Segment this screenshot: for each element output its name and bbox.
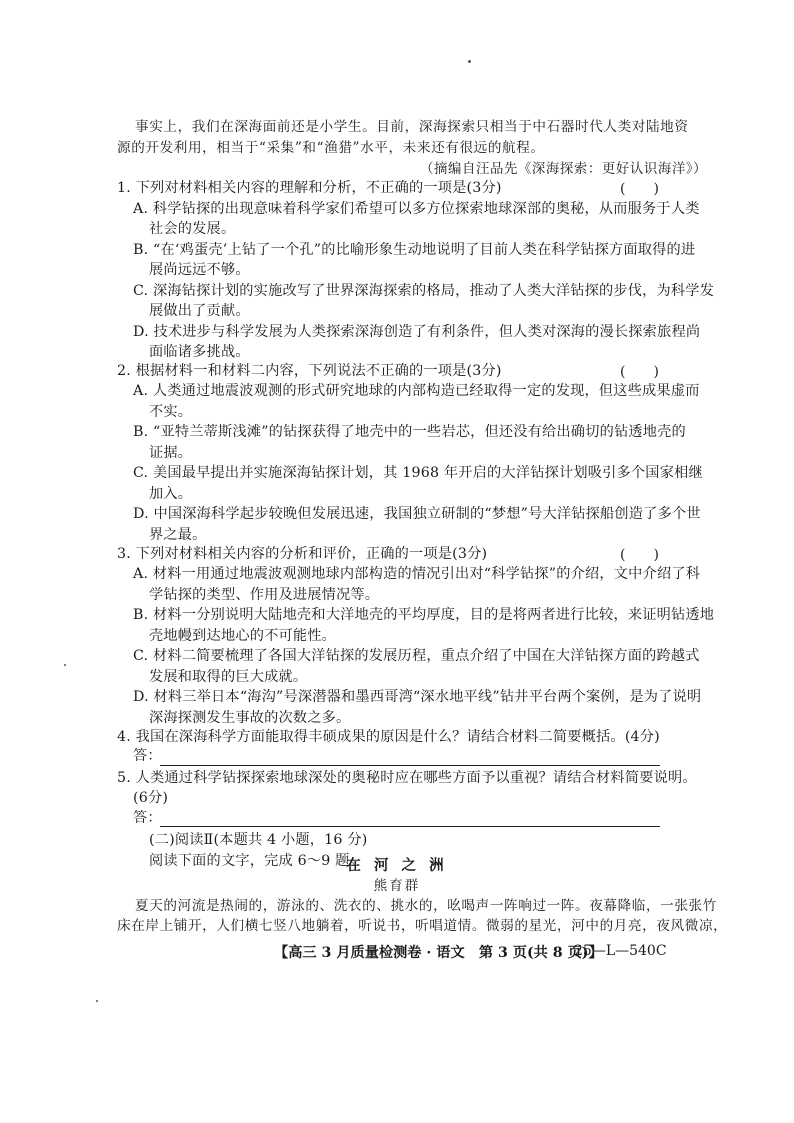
answer-label: 答： xyxy=(133,748,162,764)
passage-line: 夏天的河流是热闹的，游泳的、洗衣的、挑水的，吆喝声一阵响过一阵。夜幕降临，一张张竹 xyxy=(135,898,717,914)
paper-code: 25—L—540C xyxy=(574,943,667,959)
q3-option-a-cont: 学钻探的类型、作用及进展情况等。 xyxy=(149,587,380,603)
q2-option-d-cont: 界之最。 xyxy=(149,527,207,543)
question-4-stem: 4. 我国在深海科学方面能取得丰硕成果的原因是什么？请结合材料二简要概括。(4分) xyxy=(117,729,660,745)
q1-option-d-cont: 面临诸多挑战。 xyxy=(149,344,250,360)
q3-option-b: B. 材料一分别说明大陆地壳和大洋地壳的平均厚度，目的是将两者进行比较，来证明钻透地 xyxy=(133,607,715,623)
q2-option-a-cont: 不实。 xyxy=(149,404,193,420)
question-3-stem: 3. 下列对材料相关内容的分析和评价，正确的一项是(3分) xyxy=(117,546,488,562)
q3-option-a: A. 材料一用通过地震波观测地球内部构造的情况引出对“科学钻探”的介绍，文中介绍了科 xyxy=(133,566,701,582)
section-instruction: 阅读下面的文字，完成 6～9 题。 xyxy=(149,853,364,869)
q1-option-c: C. 深海钻探计划的实施改写了世界深海探索的格局，推动了人类大洋钻探的步伐，为科学发 xyxy=(133,283,715,299)
intro-line: 事实上，我们在深海面前还是小学生。目前，深海探索只相当于中石器时代人类对陆地资 xyxy=(135,119,689,135)
q1-option-b-cont: 展尚远远不够。 xyxy=(149,262,250,278)
q1-option-d: D. 技术进步与科学发展为人类探索深海创造了有利条件，但人类对深海的漫长探索旅程尚 xyxy=(133,324,701,340)
q2-option-b: B. “亚特兰蒂斯浅滩”的钻探获得了地壳中的一些岩芯，但还没有给出确切的钻透地壳的 xyxy=(133,424,686,440)
q3-option-c-cont: 发展和取得的巨大成就。 xyxy=(149,669,308,685)
q1-option-a: A. 科学钻探的出现意味着科学家们希望可以多方位探索地球深部的奥秘，从而服务于人类 xyxy=(133,201,700,217)
q1-option-c-cont: 展做出了贡献。 xyxy=(149,303,250,319)
question-5-stem: 5. 人类通过科学钻探探索地球深处的奥秘时应在哪些方面予以重视？请结合材料简要说明。 xyxy=(117,770,697,786)
q2-option-a: A. 人类通过地震波观测的形式研究地球的内部构造已经取得一定的发现，但这些成果虚而 xyxy=(133,383,700,399)
q3-option-d-cont: 深海探测发生事故的次数之多。 xyxy=(149,710,351,726)
answer-bracket[interactable]: ( ) xyxy=(620,547,659,563)
answer-label: 答： xyxy=(133,810,162,826)
q3-option-d: D. 材料三举日本“海沟”号深潜器和墨西哥湾“深水地平线”钻井平台两个案例，是为了说明 xyxy=(133,689,702,705)
scan-speck xyxy=(96,1000,98,1002)
passage-author: 熊育群 xyxy=(373,878,421,894)
q2-option-b-cont: 证据。 xyxy=(149,445,193,461)
scan-speck xyxy=(468,60,471,63)
q3-option-c: C. 材料二简要梳理了各国大洋钻探的发展历程，重点介绍了中国在大洋钻探方面的跨越式 xyxy=(133,648,700,664)
q1-option-b: B. “在‘鸡蛋壳’上钻了一个孔”的比喻形象生动地说明了目前人类在科学钻探方面取得的进 xyxy=(133,242,696,258)
section-heading: (二)阅读Ⅱ(本题共 4 小题，16 分) xyxy=(149,832,368,848)
q2-option-c: C. 美国最早提出并实施深海钻探计划，其 1968 年开启的大洋钻探计划吸引多个国家相继 xyxy=(133,465,703,481)
passage-line: 床在岸上铺开，人们横七竖八地躺着，听说书，听唱道情。微弱的星光，河中的月亮，夜风微凉， xyxy=(117,918,728,934)
q2-option-c-cont: 加入。 xyxy=(149,486,193,502)
question-5-points: (6分) xyxy=(133,790,169,806)
page-footer: 【高三 3 月质量检测卷 · 语文 第 3 页(共 8 页)】 xyxy=(274,945,603,961)
q1-option-a-cont: 社会的发展。 xyxy=(149,221,236,237)
q3-option-b-cont: 壳地幔到达地心的不可能性。 xyxy=(149,628,337,644)
question-1-stem: 1. 下列对材料相关内容的理解和分析，不正确的一项是(3分) xyxy=(117,180,502,196)
passage-title: 在 河 之 洲 xyxy=(346,857,448,874)
source-citation: （摘编自汪品先《深海探索：更好认识海洋》） xyxy=(420,162,708,177)
q2-option-d: D. 中国深海科学起步较晚但发展迅速，我国独立研制的“梦想”号大洋钻探船创造了多个世 xyxy=(133,506,701,522)
question-2-stem: 2. 根据材料一和材料二内容，下列说法不正确的一项是(3分) xyxy=(117,363,502,379)
answer-line[interactable] xyxy=(160,826,660,827)
answer-line[interactable] xyxy=(160,765,660,766)
answer-bracket[interactable]: ( ) xyxy=(620,364,659,380)
answer-bracket[interactable]: ( ) xyxy=(620,181,659,197)
intro-line: 源的开发利用，相当于“采集”和“渔猎”水平，未来还有很远的航程。 xyxy=(117,140,545,156)
scan-speck xyxy=(64,664,66,666)
